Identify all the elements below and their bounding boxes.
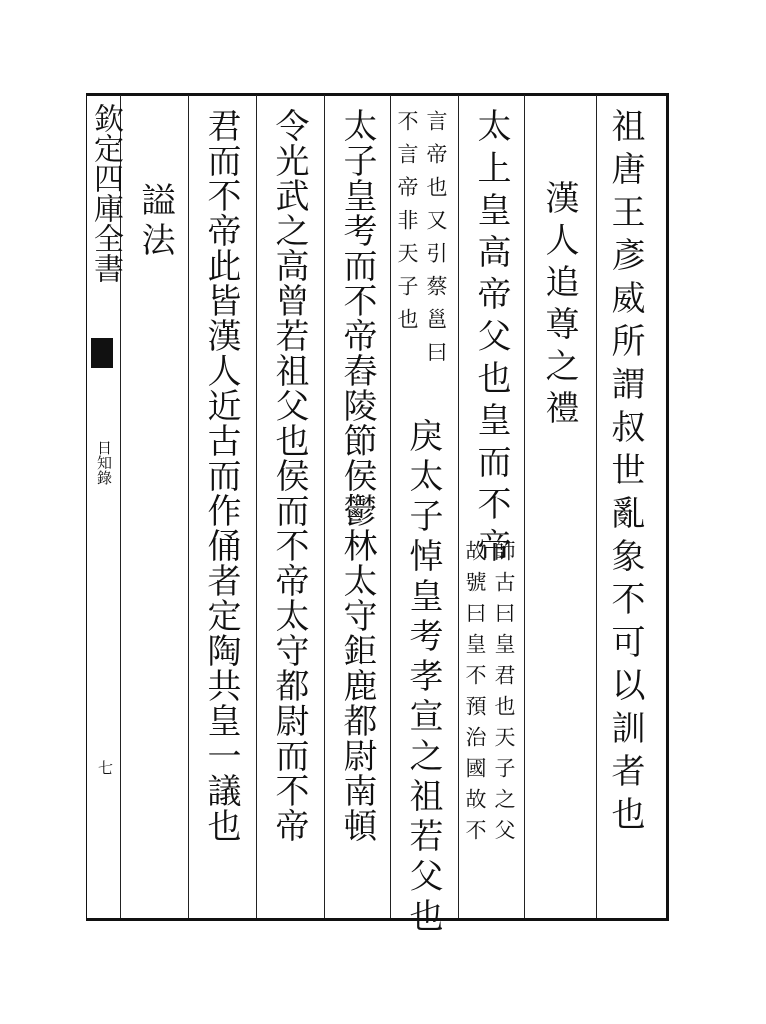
annotation-column-3a: 師古曰皇君也天子之父 [492,540,516,850]
column-rule [324,95,325,918]
frame-bottom-border [86,918,668,921]
text-column-2: 漢人追尊之禮 [539,180,579,432]
text-column-3: 太上皇高帝父也皇而不帝 [471,108,511,570]
column-rule [188,95,189,918]
column-rule [458,95,459,918]
text-column-8: 謚法 [135,182,175,262]
column-rule [256,95,257,918]
column-rule [596,95,597,918]
frame-left-border [86,93,87,921]
text-column-1: 祖唐王彥威所謂叔世亂象不可以訓者也 [605,108,645,839]
column-rule [390,95,391,918]
fishtail-mark [91,338,113,368]
column-rule [524,95,525,918]
annotation-column-3b: 故號曰皇不預治國故不 [463,540,487,850]
page-number: 七 [96,760,114,775]
annotation-column-4b: 不言帝非天子也 [395,110,419,341]
frame-top-border [86,93,668,96]
text-column-6: 令光武之高曾若祖父也侯而不帝太守都尉而不帝 [269,108,309,843]
annotation-column-4a: 言帝也又引蔡邕曰 [424,110,448,374]
text-column-4: 戾太子悼皇考孝宣之祖若父也 [403,418,443,938]
frame-right-border [666,93,669,921]
work-title: 日知錄 [95,440,113,485]
text-column-5: 太子皇考而不帝舂陵節侯鬱林太守鉅鹿都尉南頓 [337,108,377,843]
text-column-7: 君而不帝此皆漢人近古而作俑者定陶共皇一議也 [201,108,241,843]
book-title: 欽定四庫全書 [88,103,123,283]
